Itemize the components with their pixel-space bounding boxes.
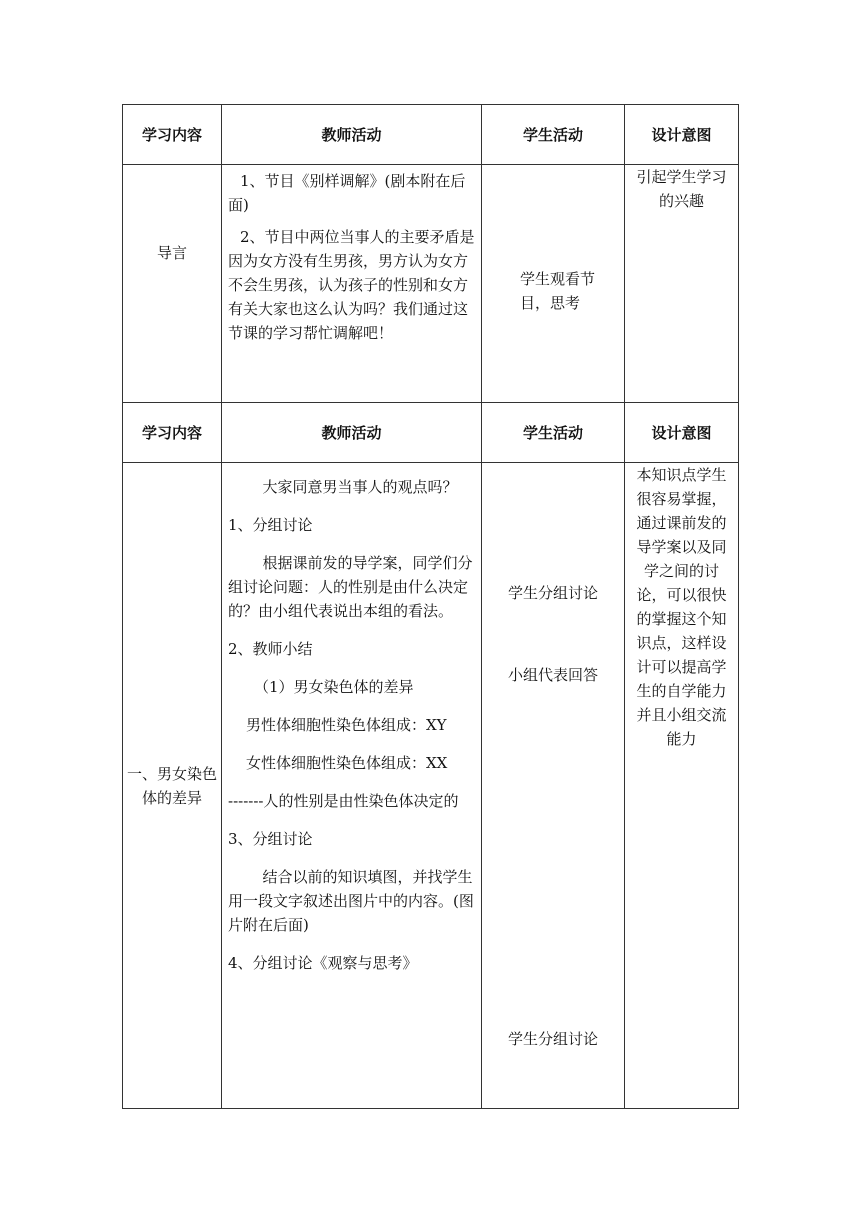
- header-row-2: [123, 403, 739, 463]
- header-teacher-2: 教师活动: [222, 403, 482, 463]
- header-teacher: 教师活动: [222, 105, 482, 165]
- teacher-conclusion: -------人的性别是由性染色体决定的: [228, 792, 459, 810]
- lesson-plan-table: [122, 104, 739, 1109]
- intro-student: 学生观看节目，思考: [482, 165, 625, 403]
- teacher-step-1: 1、分组讨论: [228, 516, 313, 534]
- student-activity-2: 小组代表回答: [507, 666, 598, 684]
- intro-intent: 引起学生学习的兴趣: [625, 165, 739, 403]
- teacher-step-4: 4、分组讨论《观察与思考》: [228, 954, 418, 972]
- header-student-2: 学生活动: [482, 403, 625, 463]
- intro-content: 导言: [123, 165, 222, 403]
- header-intent: 设计意图: [625, 105, 739, 165]
- teacher-step-1-text: 根据课前发的导学案，同学们分组讨论问题：人的性别是由什么决定的？由小组代表说出本组的看法。: [228, 554, 473, 620]
- intro-teacher-item-2: 2、节目中两位当事人的主要矛盾是因为女方没有生男孩，男方认为女方不会生男孩，认为孩子的性别和女方有关大家也这么认为吗？我们通过这节课的学习帮忙调解吧！: [228, 228, 475, 342]
- section1-intent: 本知识点学生很容易掌握，通过课前发的导学案以及同学之间的讨论，可以很快的掌握这个知识点，这样设计可以提高学生的自学能力并且小组交流能力: [625, 463, 739, 1109]
- section1-row: [123, 463, 739, 1109]
- header-row-1: [123, 105, 739, 165]
- section1-teacher: [222, 463, 482, 1109]
- teacher-step-3-text: 结合以前的知识填图，并找学生用一段文字叙述出图片中的内容。(图片附在后面): [228, 868, 474, 934]
- teacher-step-3: 3、分组讨论: [228, 830, 313, 848]
- student-activity-3: 学生分组讨论: [507, 1030, 598, 1048]
- header-intent-2: 设计意图: [625, 403, 739, 463]
- header-content: 学习内容: [123, 105, 222, 165]
- header-student: 学生活动: [482, 105, 625, 165]
- teacher-step-2-sub: （1）男女染色体的差异: [254, 678, 414, 696]
- student-activity-1: 学生分组讨论: [507, 584, 598, 602]
- teacher-step-2: 2、教师小结: [228, 640, 313, 658]
- teacher-female: 女性体细胞性染色体组成：XX: [246, 754, 448, 772]
- header-content-2: 学习内容: [123, 403, 222, 463]
- section1-content: 一、男女染色体的差异: [123, 463, 222, 1109]
- section1-student: [482, 463, 625, 1109]
- intro-row: [123, 165, 739, 403]
- intro-teacher: [222, 165, 482, 403]
- teacher-male: 男性体细胞性染色体组成：XY: [246, 716, 447, 734]
- intro-teacher-item-1: 1、节目《别样调解》(剧本附在后面): [228, 172, 466, 214]
- teacher-question: 大家同意男当事人的观点吗？: [262, 478, 458, 496]
